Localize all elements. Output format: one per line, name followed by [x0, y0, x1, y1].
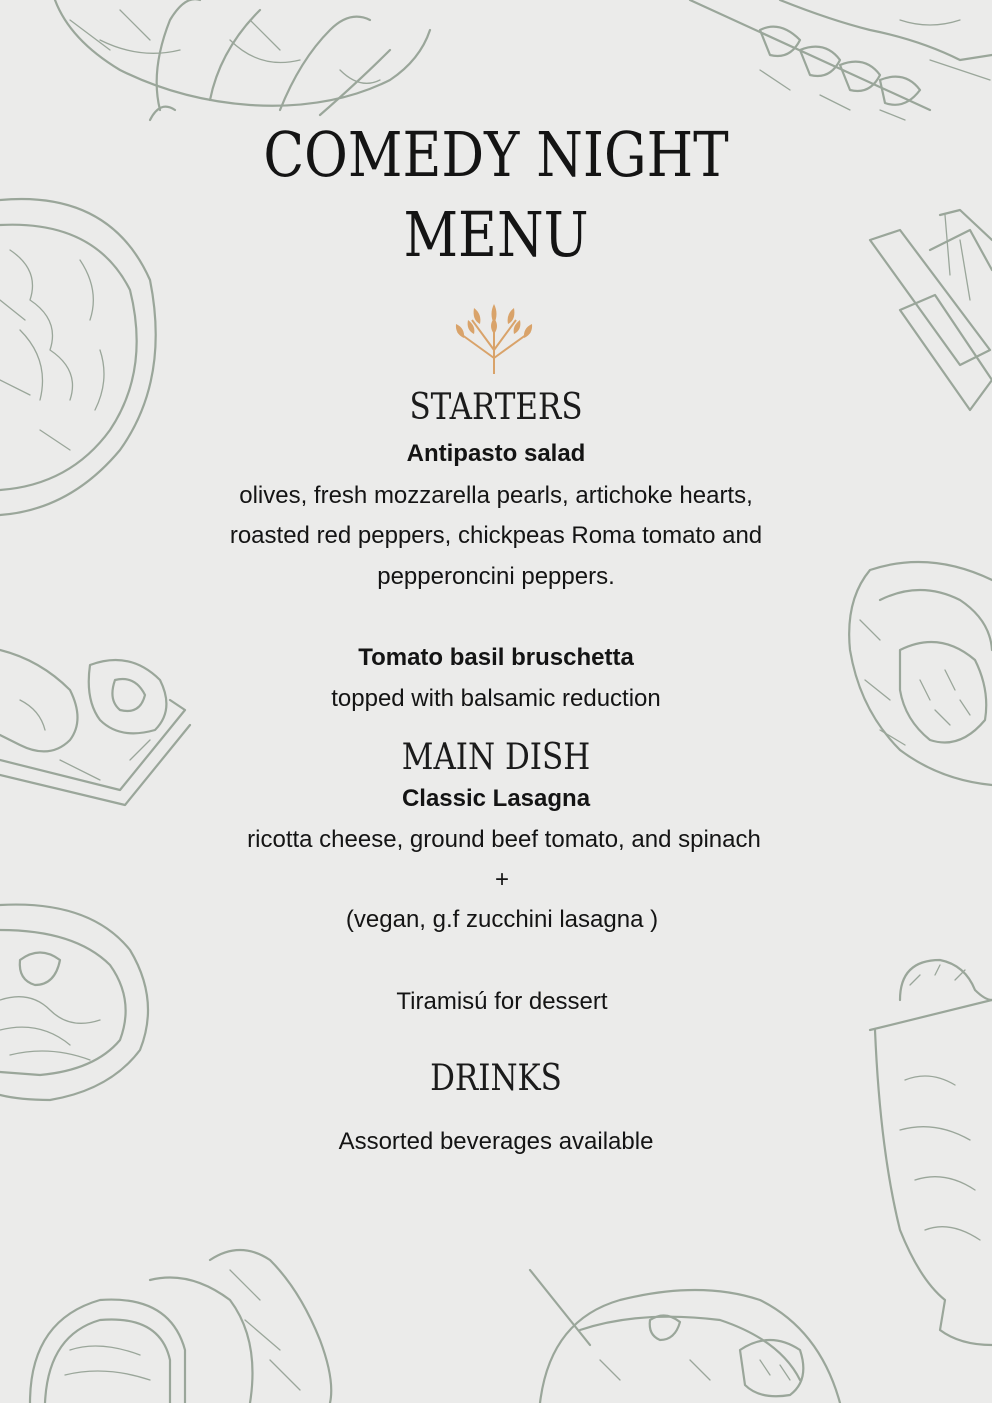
antipasto-salad-name: Antipasto salad: [406, 440, 586, 467]
bottom-right-food-illustration: [530, 1270, 840, 1403]
drinks-description: Assorted beverages available: [338, 1128, 654, 1155]
antipasto-salad-description-line-2: roasted red peppers, chickpeas Roma tomato and: [229, 522, 763, 549]
wheat-icon: [452, 300, 536, 374]
main-dish-heading: MAIN DISH: [401, 737, 591, 778]
antipasto-salad-description-line-3: pepperoncini peppers.: [377, 563, 615, 590]
dessert-line: Tiramisú for dessert: [396, 988, 608, 1015]
antipasto-salad-description-line-1: olives, fresh mozzarella pearls, artichoke hearts,: [239, 482, 753, 509]
menu-title-line-2: MENU: [403, 198, 589, 271]
lasagna-plus: +: [494, 866, 509, 893]
bottom-left-food-illustration: [30, 1250, 331, 1403]
top-right-skewer-illustration: [690, 0, 992, 120]
top-left-food-illustration: [55, 0, 430, 120]
bruschetta-description: topped with balsamic reduction: [331, 685, 661, 712]
menu-title-line-1: COMEDY NIGHT: [263, 118, 729, 191]
lasagna-description: ricotta cheese, ground beef tomato, and spinach: [247, 826, 761, 853]
drinks-heading: DRINKS: [430, 1058, 562, 1099]
left-rolls-illustration: [0, 650, 190, 805]
lasagna-name: Classic Lasagna: [401, 785, 591, 812]
lasagna-vegan-option: (vegan, g.f zucchini lasagna ): [345, 906, 659, 933]
bruschetta-name: Tomato basil bruschetta: [358, 644, 634, 671]
starters-heading: STARTERS: [409, 387, 583, 428]
